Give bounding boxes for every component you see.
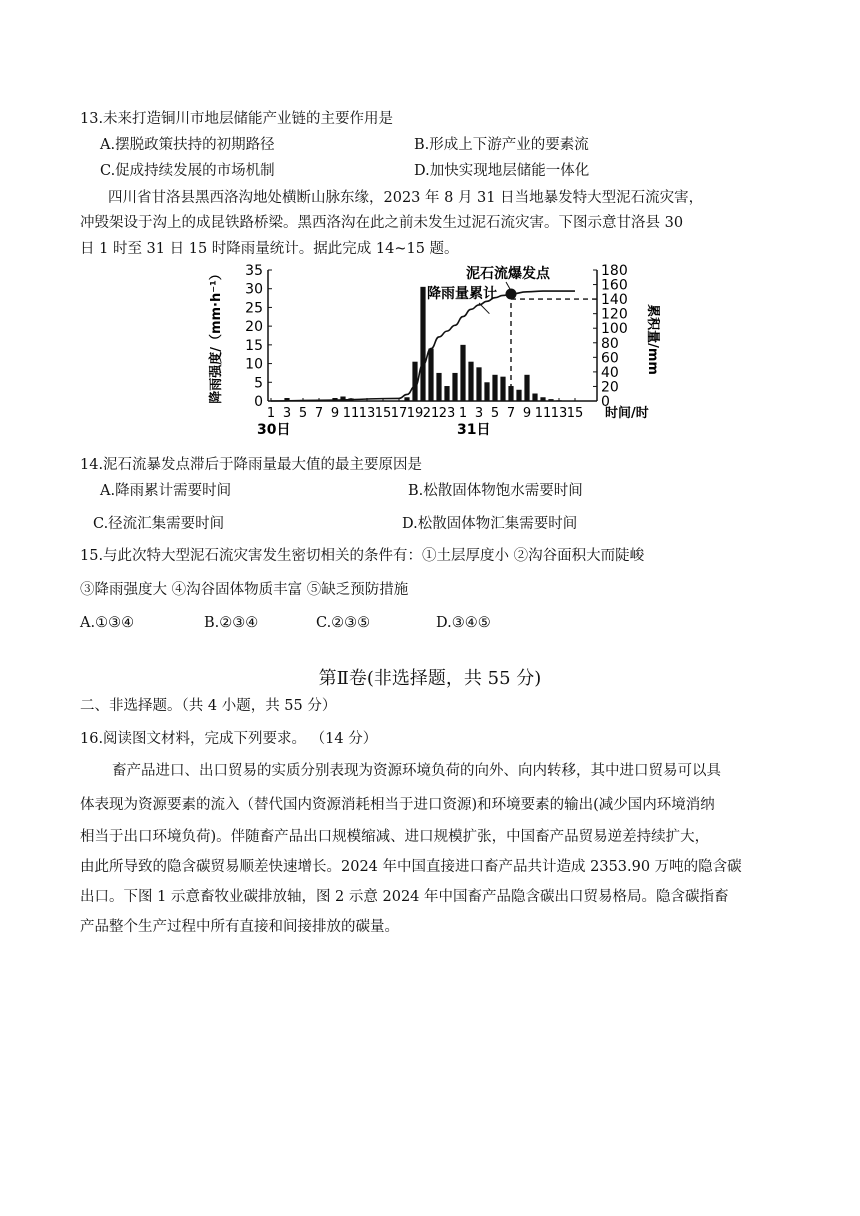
chart-bars	[284, 287, 561, 401]
q14-option-c: C.径流汇集需要时间	[93, 516, 225, 532]
right-tick-label: 40	[601, 364, 619, 381]
q14-option-b: B.松散固体物饱水需要时间	[408, 483, 583, 499]
rain-bar	[460, 345, 465, 401]
rain-bar	[532, 394, 537, 401]
x-tick-label: 21	[422, 406, 440, 421]
q16-paragraph-line-5: 出口。下图 1 示意畜牧业碳排放轴，图 2 示意 2024 年中国畜产品隐含碳出口贸易格局。隐含碳指畜	[80, 889, 729, 905]
x-tick-label: 5	[490, 406, 500, 421]
q15-option-b: B.②③④	[204, 615, 259, 631]
rain-bar	[556, 400, 561, 401]
x-axis-unit: 时间/时	[605, 406, 649, 421]
left-tick-label: 35	[245, 263, 263, 279]
rain-bar	[484, 382, 489, 401]
q15-option-c: C.②③⑤	[316, 615, 371, 631]
right-tick-label: 20	[601, 379, 619, 396]
right-axis-label: 累积量/mm	[645, 304, 660, 375]
x-tick-label: 23	[438, 406, 456, 421]
q13-option-d: D.加快实现地层储能一体化	[414, 163, 590, 179]
outbreak-point	[506, 289, 517, 300]
x-tick-label: 3	[282, 406, 292, 421]
x-tick-label: 13	[550, 406, 568, 421]
right-tick-label: 60	[601, 350, 619, 367]
q16-paragraph-line-3: 相当于出口环境负荷)。伴随畜产品出口规模缩减、进口规模扩张，中国畜产品贸易逆差持续扩大，	[80, 829, 710, 845]
x-tick-label: 11	[534, 406, 552, 421]
x-tick-label: 7	[314, 406, 324, 421]
q14-option-a: A.降雨累计需要时间	[100, 483, 232, 499]
cumulative-pointer	[479, 303, 489, 314]
rain-bar	[428, 349, 433, 401]
right-tick-label: 180	[601, 263, 628, 279]
x-tick-label: 9	[330, 406, 340, 421]
x-tick-label: 17	[390, 406, 408, 421]
material-line-2: 冲毁架设于沟上的成昆铁路桥梁。黑西洛沟在此之前未发生过泥石流灾害。下图示意甘洛县 30	[80, 215, 684, 231]
material-line-1: 四川省甘洛县黑西洛沟地处横断山脉东缘，2023 年 8 月 31 日当地暴发特大型泥石流灾害，	[108, 190, 704, 206]
right-tick-label: 120	[601, 306, 628, 323]
rain-bar	[476, 367, 481, 401]
x-tick-label: 9	[522, 406, 532, 421]
q14-option-d: D.松散固体物汇集需要时间	[402, 516, 578, 532]
right-tick-label: 80	[601, 335, 619, 352]
x-tick-label: 7	[506, 406, 516, 421]
q16-paragraph-line-6: 产品整个生产过程中所有直接和间接排放的碳量。	[80, 919, 399, 935]
outbreak-annotation: 泥石流爆发点	[466, 266, 550, 282]
rainfall-chart	[200, 262, 660, 442]
left-tick-label: 30	[245, 281, 263, 298]
x-tick-label: 15	[374, 406, 392, 421]
q16-paragraph-line-2: 体表现为资源要素的流入（替代国内资源消耗相当于进口资源)和环境要素的输出(减少国内环境消纳	[80, 797, 715, 813]
material-line-3: 日 1 时至 31 日 15 时降雨量统计。据此完成 14~15 题。	[80, 241, 459, 257]
rain-bar	[452, 373, 457, 401]
cumulative-annotation: 降雨量累计	[427, 286, 497, 302]
x-tick-label: 1	[458, 406, 468, 421]
rain-bar	[540, 397, 545, 401]
q16-paragraph-line-1: 畜产品进口、出口贸易的实质分别表现为资源环境负荷的向外、向内转移，其中进口贸易可以具	[112, 763, 721, 779]
left-tick-label: 0	[254, 394, 263, 410]
right-tick-label: 0	[601, 394, 610, 410]
q16-stem: 16.阅读图文材料，完成下列要求。 （14 分）	[80, 731, 378, 747]
q15-stem: 15.与此次特大型泥石流灾害发生密切相关的条件有：①土层厚度小 ②沟谷面积大而陡峻	[80, 548, 645, 564]
rain-bar	[404, 397, 409, 401]
rain-bar	[412, 362, 417, 401]
rain-bar	[444, 386, 449, 401]
x-tick-label: 13	[358, 406, 376, 421]
left-tick-label: 25	[245, 300, 263, 317]
day-label-30: 30日	[257, 422, 291, 438]
q13-stem: 13.未来打造铜川市地层储能产业链的主要作用是	[80, 111, 394, 127]
part2-title: 第Ⅱ卷(非选择题，共 55 分)	[318, 668, 542, 689]
rain-bar	[492, 375, 497, 401]
rain-bar	[468, 362, 473, 401]
x-tick-label: 1	[266, 406, 276, 421]
q13-option-a: A.摆脱政策扶持的初期路径	[100, 137, 275, 153]
right-tick-label: 160	[601, 277, 628, 294]
x-tick-label: 5	[298, 406, 308, 421]
x-tick-label: 15	[566, 406, 584, 421]
rain-bar	[420, 287, 425, 401]
outbreak-pointer	[506, 282, 510, 289]
q13-option-b: B.形成上下游产业的要素流	[414, 137, 589, 153]
x-tick-label: 19	[406, 406, 424, 421]
left-axis-label: 降雨强度/（mm·h⁻¹）	[209, 267, 224, 404]
rain-bar	[516, 390, 521, 401]
left-tick-label: 10	[245, 356, 263, 373]
x-tick-label: 3	[474, 406, 484, 421]
rain-bar	[548, 399, 553, 401]
q13-option-c: C.促成持续发展的市场机制	[100, 163, 275, 179]
left-tick-label: 15	[245, 337, 263, 354]
q15-option-d: D.③④⑤	[436, 615, 491, 631]
q15-stem-2: ③降雨强度大 ④沟谷固体物质丰富 ⑤缺乏预防措施	[80, 582, 409, 598]
right-tick-label: 140	[601, 292, 628, 309]
q15-option-a: A.①③④	[80, 615, 135, 631]
x-tick-label: 11	[342, 406, 360, 421]
right-tick-label: 100	[601, 321, 628, 338]
rain-bar	[500, 377, 505, 401]
left-tick-label: 5	[254, 375, 263, 392]
left-tick-label: 20	[245, 319, 263, 336]
chart-labels	[208, 263, 660, 438]
part2-heading: 二、非选择题。（共 4 小题，共 55 分）	[80, 698, 337, 714]
q14-stem: 14.泥石流暴发点滞后于降雨量最大值的最主要原因是	[80, 457, 423, 473]
rain-bar	[524, 375, 529, 401]
day-label-31: 31日	[457, 422, 491, 438]
rain-bar	[436, 373, 441, 401]
chart-cumulative-curve	[271, 289, 597, 401]
q16-paragraph-line-4: 由此所导致的隐含碳贸易顺差快速增长。2024 年中国直接进口畜产品共计造成 2353.90 万吨的隐含碳	[80, 859, 742, 875]
